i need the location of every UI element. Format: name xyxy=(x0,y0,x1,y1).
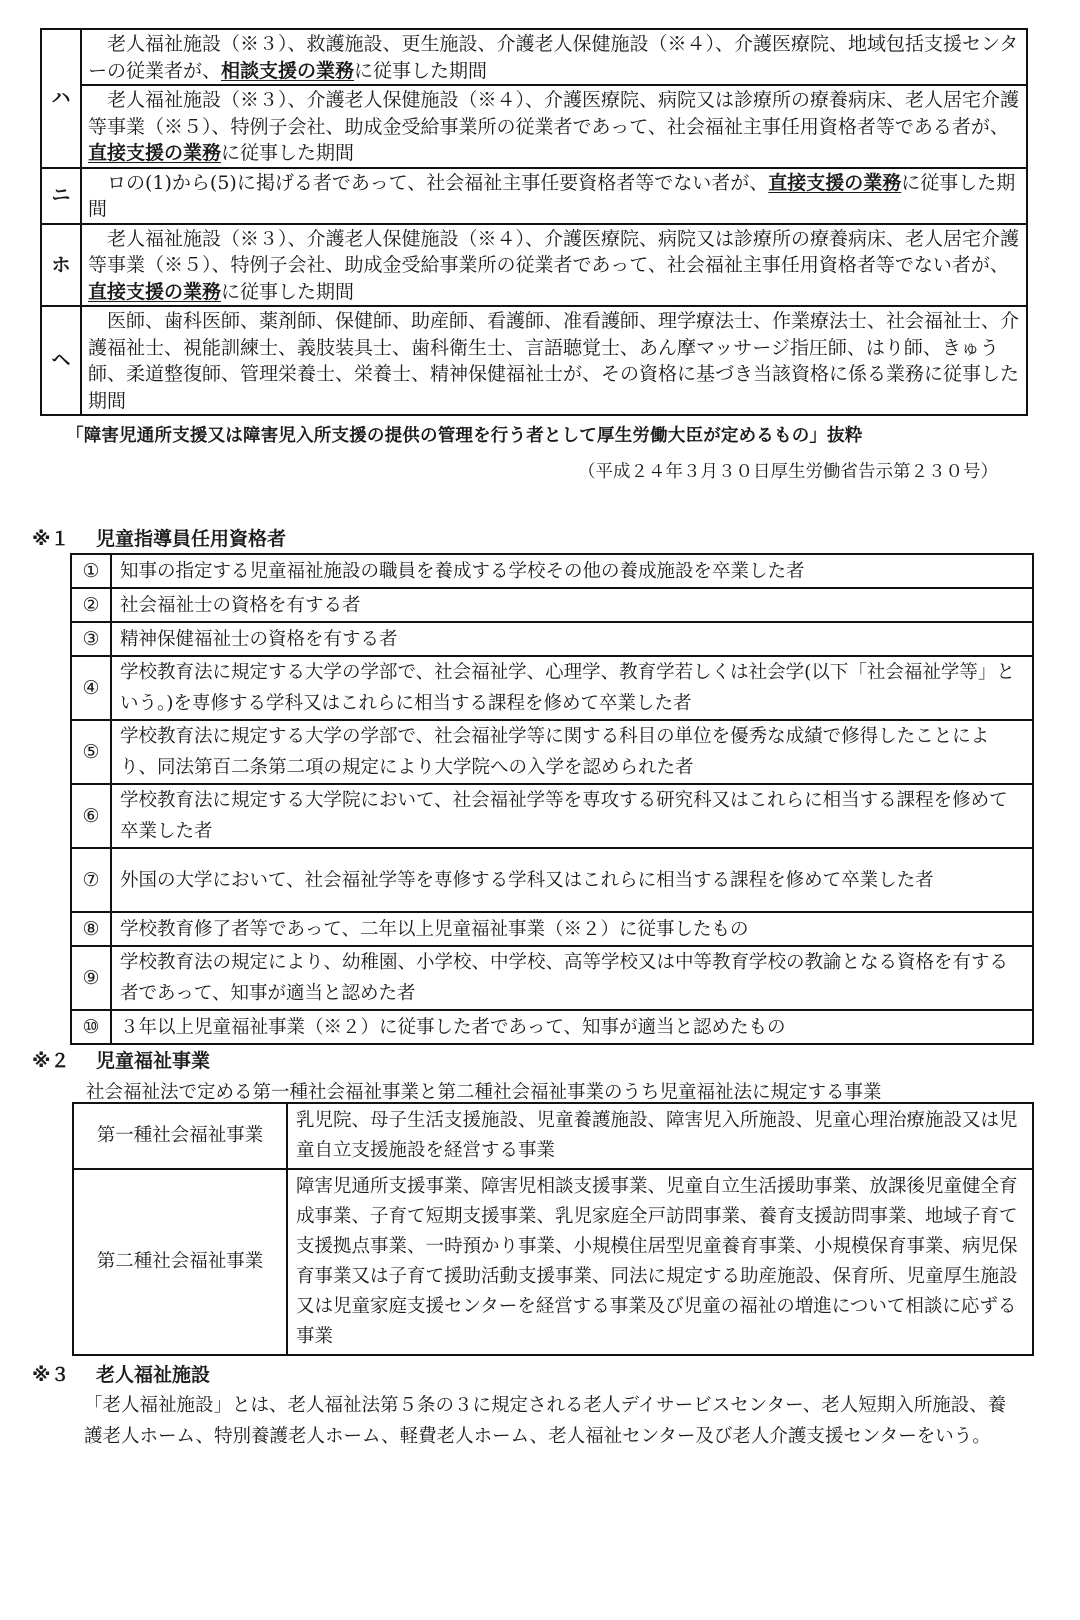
table-row xyxy=(71,622,1033,656)
item-number: ④ xyxy=(71,656,111,720)
excerpt-source: （平成２４年３月３０日厚生労働省告示第２３０号） xyxy=(578,462,998,482)
eligibility-table xyxy=(40,28,1028,416)
table-row xyxy=(71,720,1033,784)
table-row xyxy=(41,306,1027,415)
text-plain: に従事した期間 xyxy=(88,171,1016,220)
description-cell: 障害児通所支援事業、障害児相談支援事業、児童自立生活援助事業、放課後児童健全育成事業、子育て短期支援事業、乳児家庭全戸訪問事業、養育支援訪問事業、地域子育て支援拠点事業、一時預かり事業、小規模住居型児童養育事業、小規模保育事業、病児保育事業又は子育て援助活動支援事業、同法に規定する助産施設、保育所、児童厚生施設又は児童家庭支援センターを経営する事業及び児童の福祉の増進について相談に応ずる事業 xyxy=(287,1169,1033,1355)
table-row xyxy=(71,656,1033,720)
text-plain: に従事した期間 xyxy=(221,142,355,164)
row-key: ニ xyxy=(41,168,81,224)
row-text xyxy=(81,85,1027,168)
qualification-table xyxy=(70,553,1034,1045)
table-row xyxy=(41,168,1027,224)
item-number: ⑧ xyxy=(71,912,111,946)
row-key: ホ xyxy=(41,224,81,307)
text-plain: 老人福祉施設（※３）、介護老人保健施設（※４）、介護医療院、病院又は診療所の療養病床、老人居宅介護等事業（※５）、特例子会社、助成金受給事業所の従業者であって、社会福祉主事任用資格者等である者が、 xyxy=(88,89,1020,138)
table-row xyxy=(41,224,1027,307)
item-text: 学校教育修了者等であって、二年以上児童福祉事業（※２）に従事したもの xyxy=(111,912,1033,946)
row-text xyxy=(81,306,1027,415)
note-title: 児童福祉事業 xyxy=(96,1050,211,1072)
item-number: ⑤ xyxy=(71,720,111,784)
note3-body: 「老人福祉施設」とは、老人福祉法第５条の３に規定される老人デイサービスセンター、老人短期入所施設、養護老人ホーム、特別養護老人ホーム、軽費老人ホーム、老人福祉センター及び老人介護支援センターをいう。 xyxy=(84,1395,1007,1447)
note-title: 児童指導員任用資格者 xyxy=(96,528,287,550)
item-text: 学校教育法に規定する大学の学部で、社会福祉学、心理学、教育学若しくは社会学(以下「社会福祉学等」という。)を専修する学科又はこれらに相当する課程を修めて卒業した者 xyxy=(111,656,1033,720)
table-row xyxy=(41,29,1027,85)
text-emphasis: 直接支援の業務 xyxy=(768,171,902,194)
text-plain: 医師、歯科医師、薬剤師、保健師、助産師、看護師、准看護師、理学療法士、作業療法士、社会福祉士、介護福祉士、視能訓練士、義肢装具士、歯科衛生士、言語聴覚士、あん摩マッサージ指圧師、はり師、きゅう師、柔道整復師、管理栄養士、栄養士、精神保健福祉士が、その資格に基づき当該資格に係る業務に従事した期間 xyxy=(88,310,1020,412)
row-text xyxy=(81,168,1027,224)
text-emphasis: 直接支援の業務 xyxy=(88,142,222,164)
text-emphasis: 相談支援の業務 xyxy=(221,59,355,82)
text-plain: に従事した期間 xyxy=(354,59,488,82)
category-cell: 第二種社会福祉事業 xyxy=(73,1169,287,1355)
table-row xyxy=(73,1169,1033,1355)
note-mark: ※３ xyxy=(32,1364,70,1386)
note1-heading xyxy=(32,524,286,551)
row-text xyxy=(81,224,1027,307)
table-row xyxy=(71,588,1033,622)
item-number: ⑥ xyxy=(71,784,111,848)
child-welfare-table xyxy=(72,1102,1034,1356)
item-number: ⑩ xyxy=(71,1010,111,1044)
item-text: 社会福祉士の資格を有する者 xyxy=(111,588,1033,622)
text-plain: 老人福祉施設（※３）、介護老人保健施設（※４）、介護医療院、病院又は診療所の療養病床、老人居宅介護等事業（※５）、特例子会社、助成金受給事業所の従業者であって、社会福祉主事任用資格者等でない者が、 xyxy=(88,227,1020,276)
item-number: ⑦ xyxy=(71,848,111,912)
table-row xyxy=(71,946,1033,1010)
item-number: ② xyxy=(71,588,111,622)
row-key: ヘ xyxy=(41,306,81,415)
note2-description: 社会福祉法で定める第一種社会福祉事業と第二種社会福祉事業のうち児童福祉法に規定する事業 xyxy=(86,1082,882,1103)
item-number: ③ xyxy=(71,622,111,656)
table-row xyxy=(41,85,1027,168)
table-row xyxy=(73,1103,1033,1169)
row-text xyxy=(81,29,1027,85)
table-row xyxy=(71,784,1033,848)
text-plain: に従事した期間 xyxy=(221,280,355,303)
excerpt-title: 「障害児通所支援又は障害児入所支援の提供の管理を行う者として厚生労働大臣が定めるもの」抜粋 xyxy=(66,426,863,446)
description-cell: 乳児院、母子生活支援施設、児童養護施設、障害児入所施設、児童心理治療施設又は児童自立支援施設を経営する事業 xyxy=(287,1103,1033,1169)
table-row xyxy=(71,912,1033,946)
item-number: ⑨ xyxy=(71,946,111,1010)
note2-heading xyxy=(32,1046,210,1073)
note-mark: ※２ xyxy=(32,1050,70,1072)
item-text: 学校教育法の規定により、幼稚園、小学校、中学校、高等学校又は中等教育学校の教諭となる資格を有する者であって、知事が適当と認めた者 xyxy=(111,946,1033,1010)
item-number: ① xyxy=(71,554,111,588)
category-cell: 第一種社会福祉事業 xyxy=(73,1103,287,1169)
text-emphasis: 直接支援の業務 xyxy=(88,280,222,303)
item-text: 外国の大学において、社会福祉学等を専修する学科又はこれらに相当する課程を修めて卒業した者 xyxy=(111,848,1033,912)
table-row xyxy=(71,848,1033,912)
item-text: ３年以上児童福祉事業（※２）に従事した者であって、知事が適当と認めたもの xyxy=(111,1010,1033,1044)
note3-heading xyxy=(32,1360,210,1387)
table-row xyxy=(71,554,1033,588)
table-row xyxy=(71,1010,1033,1044)
note-mark: ※１ xyxy=(32,528,70,550)
note-title: 老人福祉施設 xyxy=(96,1364,211,1386)
item-text: 学校教育法に規定する大学院において、社会福祉学等を専攻する研究科又はこれらに相当する課程を修めて卒業した者 xyxy=(111,784,1033,848)
item-text: 知事の指定する児童福祉施設の職員を養成する学校その他の養成施設を卒業した者 xyxy=(111,554,1033,588)
item-text: 精神保健福祉士の資格を有する者 xyxy=(111,622,1033,656)
text-plain: 老人福祉施設（※３）、救護施設、更生施設、介護老人保健施設（※４）、介護医療院、地域包括支援センターの従業者が、 xyxy=(88,33,1019,82)
text-plain: ロの(1)から(5)に掲げる者であって、社会福祉主事任要資格者等でない者が、 xyxy=(107,171,769,194)
row-key: ハ xyxy=(41,29,81,168)
item-text: 学校教育法に規定する大学の学部で、社会福祉学等に関する科目の単位を優秀な成績で修得したことにより、同法第百二条第二項の規定により大学院への入学を認められた者 xyxy=(111,720,1033,784)
